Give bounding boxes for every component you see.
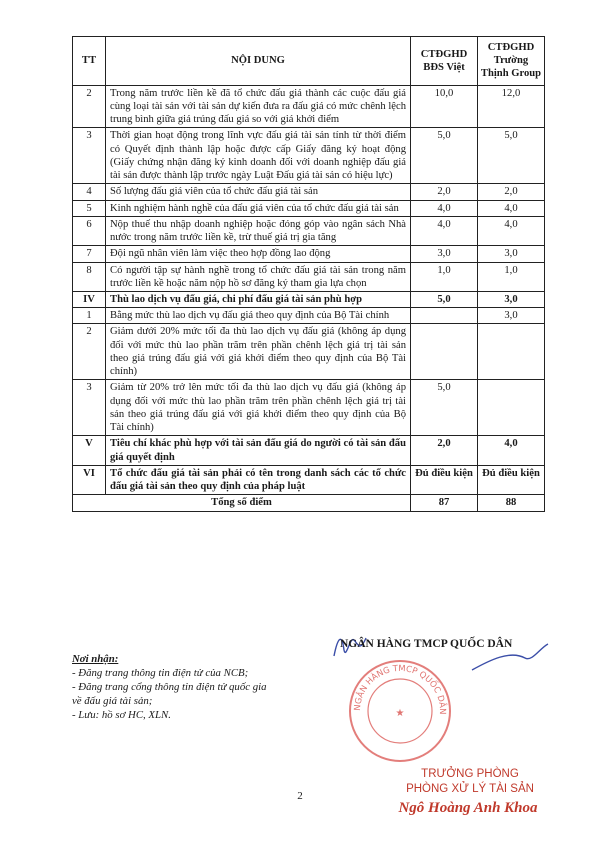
recipients-title: Nơi nhận: — [72, 653, 119, 665]
row-col1: 2,0 — [411, 184, 478, 200]
row-tt: 7 — [73, 246, 106, 262]
row-tt: 6 — [73, 216, 106, 245]
row-col1: Đủ điều kiện — [411, 465, 478, 494]
signer-name: Ngô Hoàng Anh Khoa — [398, 800, 538, 816]
table-row — [73, 85, 545, 128]
row-col1: 5,0 — [411, 128, 478, 184]
row-content: Thời gian hoạt động trong lĩnh vực đấu giá tài sản tính từ thời điểm có Quyết định thành lập hoặc được cấp Giấy đăng ký hoạt động (Giấy chứng nhận đăng ký kinh doanh đối với doanh nghiệp đấu giá tài sản được thành lập trước ngày Luật Đấu giá tài sản có hiệu lực) — [106, 128, 411, 184]
row-tt: 2 — [73, 85, 106, 128]
table-row — [73, 262, 545, 291]
signature-flourish-icon — [470, 640, 550, 680]
recipients-block — [72, 652, 272, 722]
total-col1: 87 — [411, 495, 478, 511]
header-content: NỘI DUNG — [106, 37, 411, 86]
total-label: Tổng số điểm — [73, 495, 411, 511]
row-col2: 1,0 — [478, 262, 545, 291]
row-content: Tổ chức đấu giá tài sản phải có tên trong danh sách các tổ chức đấu giá tài sản theo quy định của pháp luật — [106, 465, 411, 494]
row-col2: 4,0 — [478, 200, 545, 216]
table-row — [73, 380, 545, 436]
evaluation-table — [72, 36, 545, 512]
table-row — [73, 308, 545, 324]
row-col1: 5,0 — [411, 291, 478, 307]
table-row — [73, 324, 545, 380]
header-col2: CTĐGHD Trường Thịnh Group — [478, 37, 545, 86]
row-col2: Đủ điều kiện — [478, 465, 545, 494]
signer-title-line1: TRƯỞNG PHÒNG — [421, 768, 519, 780]
header-col1: CTĐGHD BĐS Việt — [411, 37, 478, 86]
row-col2: 4,0 — [478, 216, 545, 245]
signer-title — [395, 767, 545, 797]
row-col1: 3,0 — [411, 246, 478, 262]
row-col1: 10,0 — [411, 85, 478, 128]
row-col1: 4,0 — [411, 216, 478, 245]
row-col1 — [411, 324, 478, 380]
row-col2: 3,0 — [478, 291, 545, 307]
row-col1: 1,0 — [411, 262, 478, 291]
row-col2: 4,0 — [478, 436, 545, 465]
row-content: Giảm dưới 20% mức tối đa thù lao dịch vụ đấu giá (không áp dụng đối với mức thù lao phần trăm trên phần chênh lệch giá trị tài sản theo giá trúng đấu giá với giá khởi điểm theo quy định của Bộ Tài chính) — [106, 324, 411, 380]
table-row — [73, 184, 545, 200]
row-content: Giảm từ 20% trở lên mức tối đa thù lao dịch vụ đấu giá (không áp dụng đối với mức thù lao phần trăm trên phần chênh lệch giá trị tài sản theo giá trúng đấu giá với giá khởi điểm theo quy định của Bộ Tài chính) — [106, 380, 411, 436]
total-row — [73, 495, 545, 511]
row-tt: 2 — [73, 324, 106, 380]
table-row — [73, 216, 545, 245]
table-row — [73, 246, 545, 262]
svg-text:NGÂN HÀNG TMCP QUỐC DÂN — [353, 664, 449, 715]
row-col1: 5,0 — [411, 380, 478, 436]
row-tt: 8 — [73, 262, 106, 291]
table-row — [73, 200, 545, 216]
header-tt: TT — [73, 37, 106, 86]
row-tt: IV — [73, 291, 106, 307]
company-seal-icon — [345, 656, 455, 766]
row-col1: 4,0 — [411, 200, 478, 216]
table-row — [73, 128, 545, 184]
row-content: Có người tập sự hành nghề trong tổ chức đấu giá tài sản trong năm trước liền kề hoặc năm nộp hồ sơ đăng ký tham gia lựa chọn — [106, 262, 411, 291]
row-tt: 1 — [73, 308, 106, 324]
row-col1: 2,0 — [411, 436, 478, 465]
signer-title-line2: PHÒNG XỬ LÝ TÀI SẢN — [406, 782, 534, 795]
row-content: Bằng mức thù lao dịch vụ đấu giá theo quy định của Bộ Tài chính — [106, 308, 411, 324]
table-header-row — [73, 37, 545, 86]
row-tt: V — [73, 436, 106, 465]
row-content: Kinh nghiệm hành nghề của đấu giá viên của tổ chức đấu giá tài sản — [106, 200, 411, 216]
svg-text:★: ★ — [395, 708, 405, 719]
row-tt: 5 — [73, 200, 106, 216]
table-row — [73, 291, 545, 307]
recipient-line: - Đăng trang thông tin điện tử của NCB; — [72, 667, 249, 680]
row-tt: VI — [73, 465, 106, 494]
row-content: Nộp thuế thu nhập doanh nghiệp hoặc đóng góp vào ngân sách Nhà nước trong năm trước liền kề, trừ thuế giá trị gia tăng — [106, 216, 411, 245]
row-content: Tiêu chí khác phù hợp với tài sản đấu giá do người có tài sản đấu giá quyết định — [106, 436, 411, 465]
row-tt: 3 — [73, 128, 106, 184]
recipient-line: - Đăng trang cổng thông tin điện tử quốc gia về đấu giá tài sản; — [72, 681, 267, 708]
page-number: 2 — [297, 790, 303, 802]
row-col2: 5,0 — [478, 128, 545, 184]
row-content: Số lượng đấu giá viên của tổ chức đấu giá tài sản — [106, 184, 411, 200]
row-col1 — [411, 308, 478, 324]
bank-name: NGÂN HÀNG TMCP QUỐC DÂN — [340, 638, 513, 650]
row-tt: 3 — [73, 380, 106, 436]
recipient-line: - Lưu: hồ sơ HC, XLN. — [72, 709, 171, 722]
row-content: Đội ngũ nhân viên làm việc theo hợp đồng lao động — [106, 246, 411, 262]
row-content: Thù lao dịch vụ đấu giá, chi phí đấu giá tài sản phù hợp — [106, 291, 411, 307]
row-content: Trong năm trước liền kề đã tổ chức đấu giá thành các cuộc đấu giá cùng loại tài sản với tài sản dự kiến đưa ra đấu giá có mức chênh lệch trung bình giữa giá trúng đấu giá so với giá khởi điểm — [106, 85, 411, 128]
seal-text: NGÂN HÀNG TMCP QUỐC DÂN — [352, 663, 448, 715]
row-col2: 2,0 — [478, 184, 545, 200]
row-col2 — [478, 380, 545, 436]
row-col2: 3,0 — [478, 308, 545, 324]
row-col2: 3,0 — [478, 246, 545, 262]
total-col2: 88 — [478, 495, 545, 511]
table-row — [73, 436, 545, 465]
row-tt: 4 — [73, 184, 106, 200]
row-col2: 12,0 — [478, 85, 545, 128]
row-col2 — [478, 324, 545, 380]
table-row — [73, 465, 545, 494]
